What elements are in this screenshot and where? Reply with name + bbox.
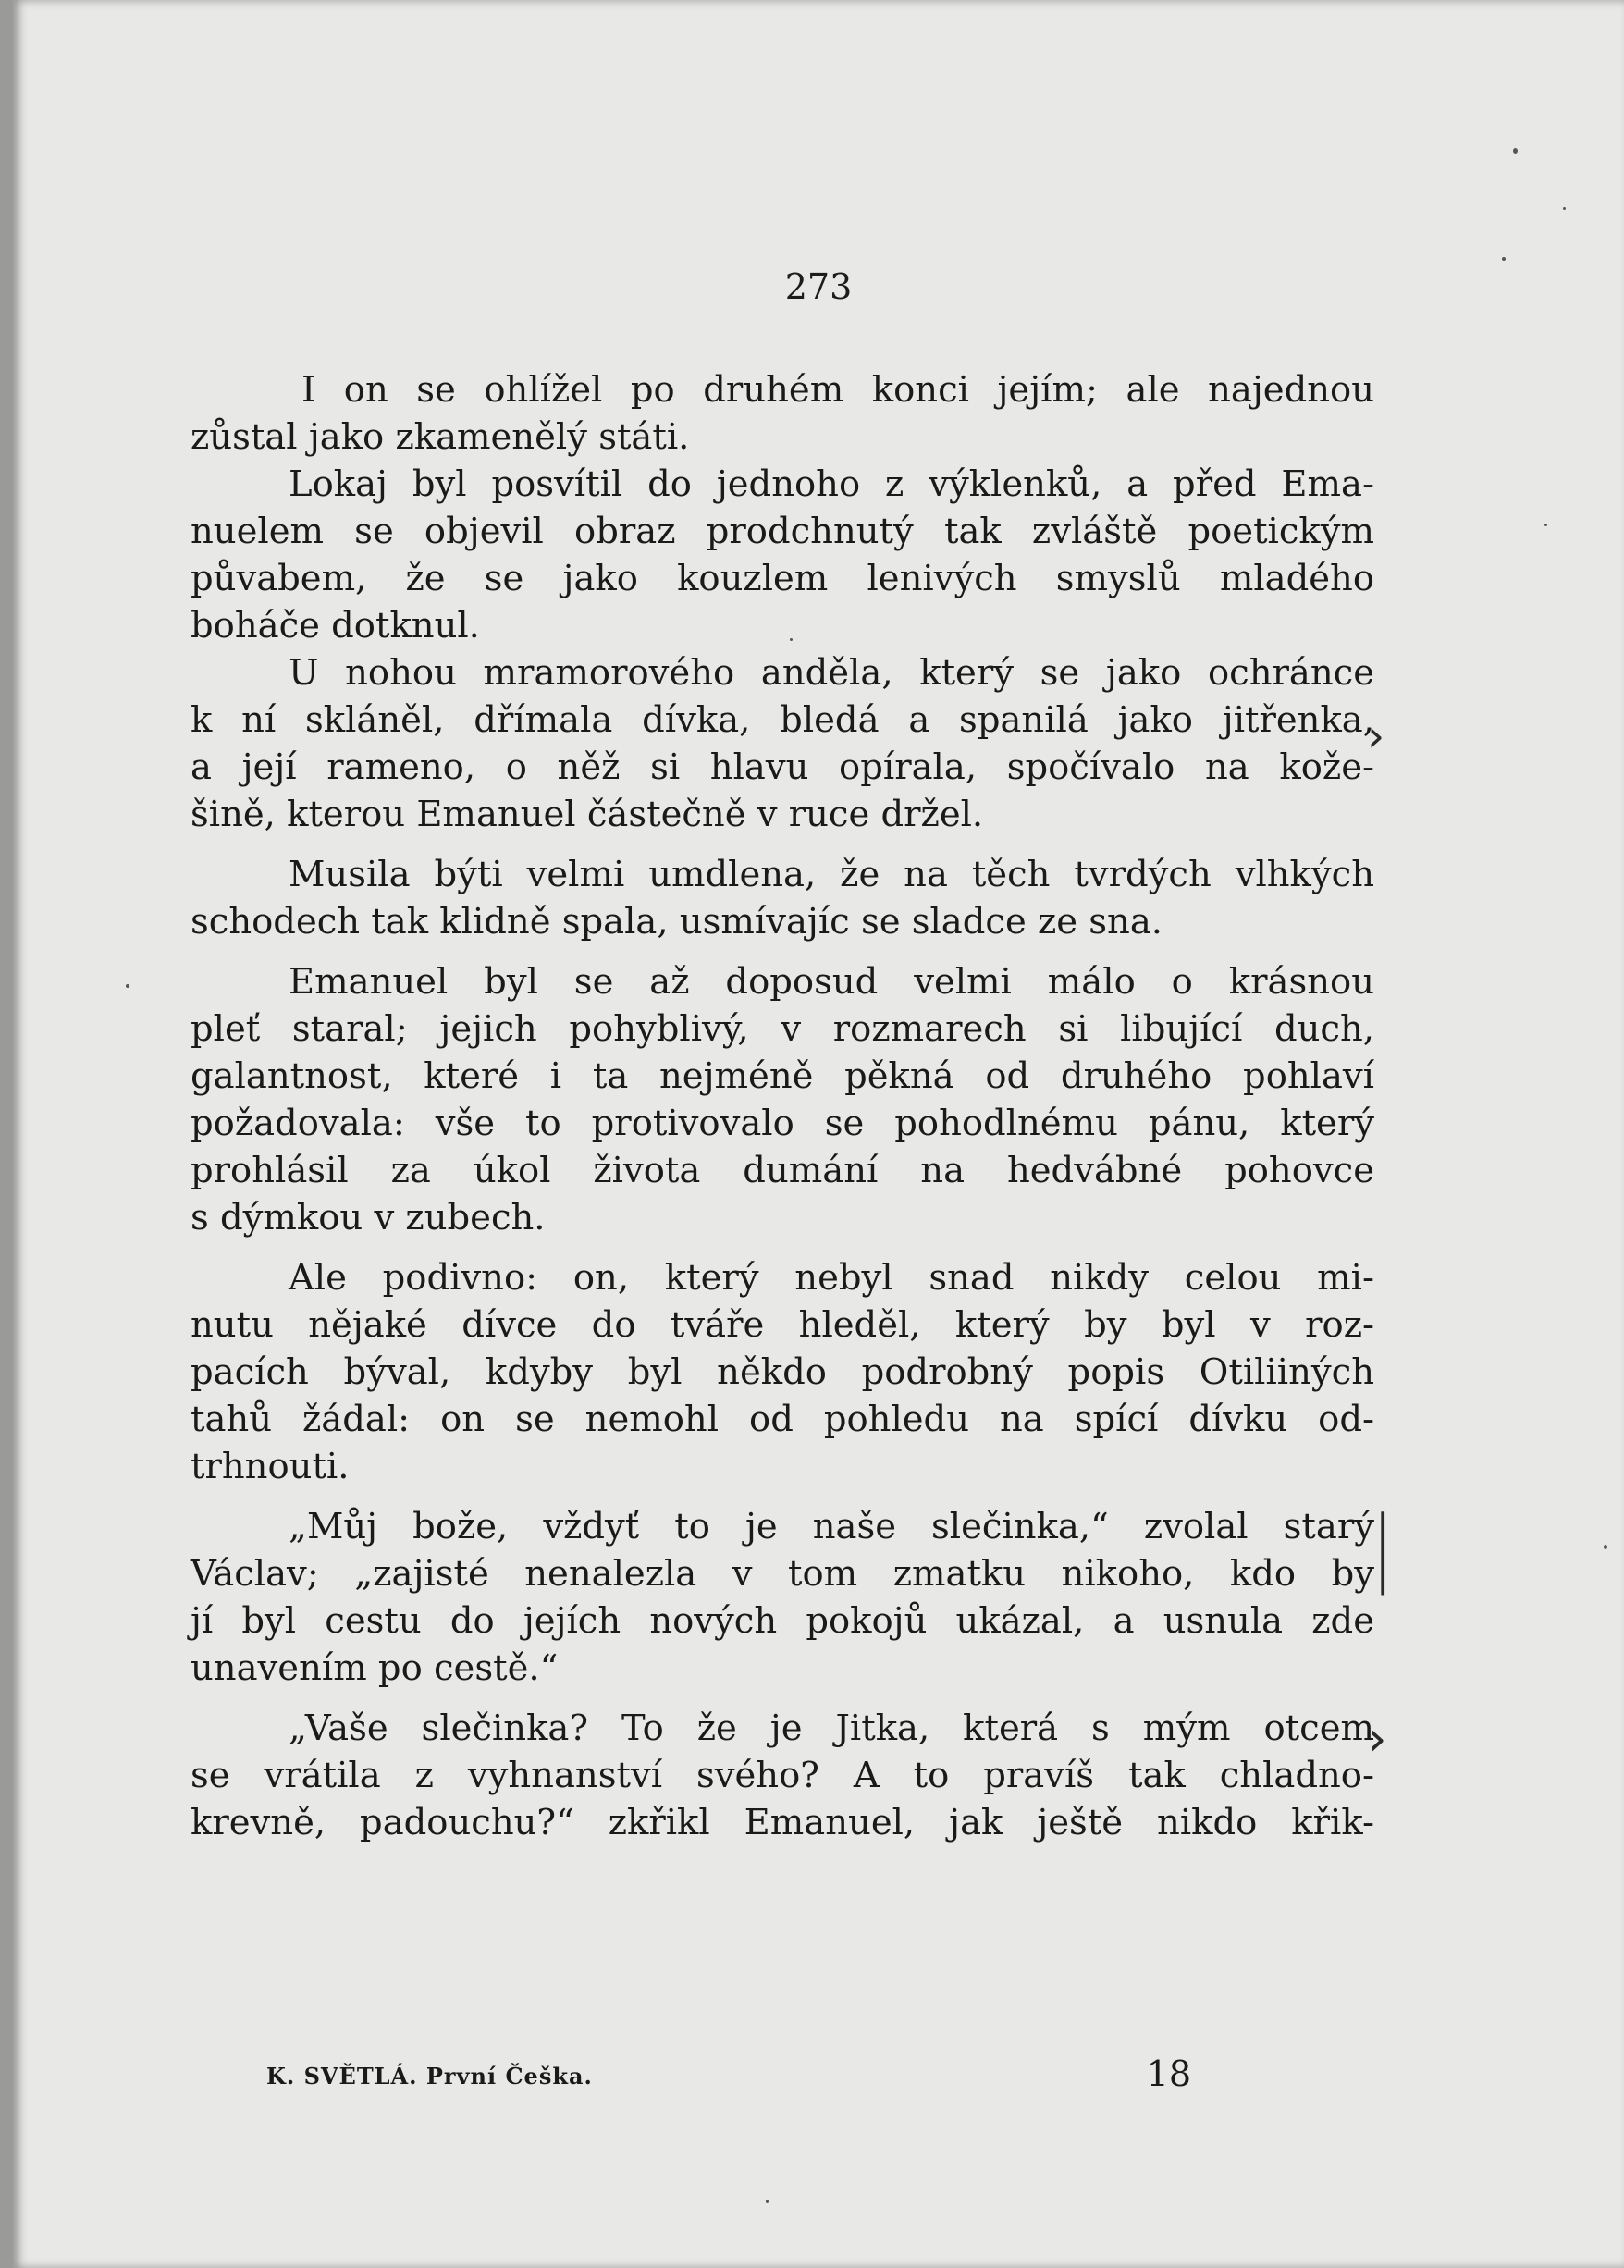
paragraph-gap	[191, 1490, 1374, 1503]
paragraph	[191, 366, 1374, 461]
text-line: „Můj bože, vždyť to je naše slečinka,“ zvolal starý	[289, 1506, 1374, 1547]
text-line: a její rameno, o něž si hlavu opírala, spočívalo na kože-	[191, 746, 1374, 788]
text-line: unavením po cestě.“	[191, 1647, 559, 1689]
text-line: nuelem se objevil obraz prodchnutý tak zvláště poetickým	[191, 511, 1374, 552]
paragraph-gap	[191, 1692, 1374, 1705]
paragraph	[191, 958, 1374, 1241]
scan-speck	[1513, 148, 1518, 154]
text-line: boháče dotknul.	[191, 605, 480, 647]
text-line: krevně, padouchu?“ zkřikl Emanuel, jak ještě nikdo křik-	[191, 1802, 1374, 1843]
paragraph	[191, 1705, 1374, 1846]
text-line: s dýmkou v zubech.	[191, 1197, 546, 1239]
text-line: Lokaj byl posvítil do jednoho z výklenků, a před Ema-	[289, 463, 1374, 505]
text-line: pleť staral; jejich pohyblivý, v rozmarech si libující duch,	[191, 1008, 1374, 1050]
text-line: se vrátila z vyhnanství svého? A to pravíš tak chladno-	[191, 1755, 1374, 1796]
scan-speck	[126, 984, 129, 988]
text-line: „Vaše slečinka? To že je Jitka, která s mým otcem	[289, 1707, 1374, 1749]
scan-speck	[790, 638, 793, 641]
text-line: prohlásil za úkol života dumání na hedvábné pohovce	[191, 1150, 1374, 1191]
book-page	[13, 0, 1624, 2268]
text-line: nutu nějaké dívce do tváře hleděl, který by byl v roz-	[191, 1304, 1374, 1346]
text-line: I on se ohlížel po druhém konci jejím; ale najednou	[301, 369, 1374, 411]
text-line: tahů žádal: on se nemohl od pohledu na spící dívku od-	[191, 1399, 1374, 1440]
margin-mark-2: |	[1375, 1498, 1390, 1596]
text-line: Emanuel byl se až doposud velmi málo o krásnou	[289, 961, 1374, 1003]
paragraph-gap	[191, 838, 1374, 851]
text-line: k ní skláněl, dřímala dívka, bledá a spanilá jako jitřenka,	[191, 699, 1374, 741]
paragraph	[191, 461, 1374, 649]
footer-signature: K. SVĚTLÁ. První Češka.	[266, 2063, 593, 2089]
text-line: jí byl cestu do jejích nových pokojů ukázal, a usnula zde	[191, 1600, 1374, 1642]
text-line: Ale podivno: on, který nebyl snad nikdy celou mi-	[289, 1257, 1374, 1299]
text-line: šině, kterou Emanuel částečně v ruce držel.	[191, 794, 984, 835]
page-number: 273	[784, 266, 853, 307]
text-line: pacích býval, kdyby byl někdo podrobný popis Otiliiných	[191, 1351, 1374, 1393]
text-line: půvabem, že se jako kouzlem lenivých smyslů mladého	[191, 558, 1374, 599]
scan-speck	[1604, 1545, 1607, 1549]
text-line: Václav; „zajisté nenalezla v tom zmatku nikoho, kdo by	[191, 1553, 1374, 1595]
scan-speck	[1563, 207, 1566, 210]
paragraph	[191, 1254, 1374, 1490]
text-line: U nohou mramorového anděla, který se jako ochránce	[289, 652, 1374, 694]
paragraph	[191, 649, 1374, 838]
sheet-number: 18	[1146, 2053, 1191, 2094]
scan-speck	[1544, 524, 1547, 526]
paragraph	[191, 1503, 1374, 1692]
text-line: zůstal jako zkamenělý státi.	[191, 416, 690, 458]
body-text	[191, 366, 1374, 1846]
text-line: požadovala: vše to protivovalo se pohodlnému pánu, který	[191, 1103, 1374, 1144]
page-footer	[191, 2053, 1374, 2100]
text-line: trhnouti.	[191, 1446, 350, 1487]
scan-speck	[766, 2200, 769, 2203]
margin-mark-3: ›	[1367, 1709, 1387, 1768]
scan-speck	[1502, 257, 1506, 261]
paragraph	[191, 851, 1374, 945]
text-line: Musila býti velmi umdlena, že na těch tvrdých vlhkých	[289, 854, 1374, 895]
margin-mark-1: ›	[1367, 710, 1385, 762]
paragraph-gap	[191, 1241, 1374, 1254]
paragraph-gap	[191, 945, 1374, 958]
text-line: galantnost, které i ta nejméně pěkná od druhého pohlaví	[191, 1055, 1374, 1097]
text-line: schodech tak klidně spala, usmívajíc se sladce ze sna.	[191, 901, 1163, 943]
